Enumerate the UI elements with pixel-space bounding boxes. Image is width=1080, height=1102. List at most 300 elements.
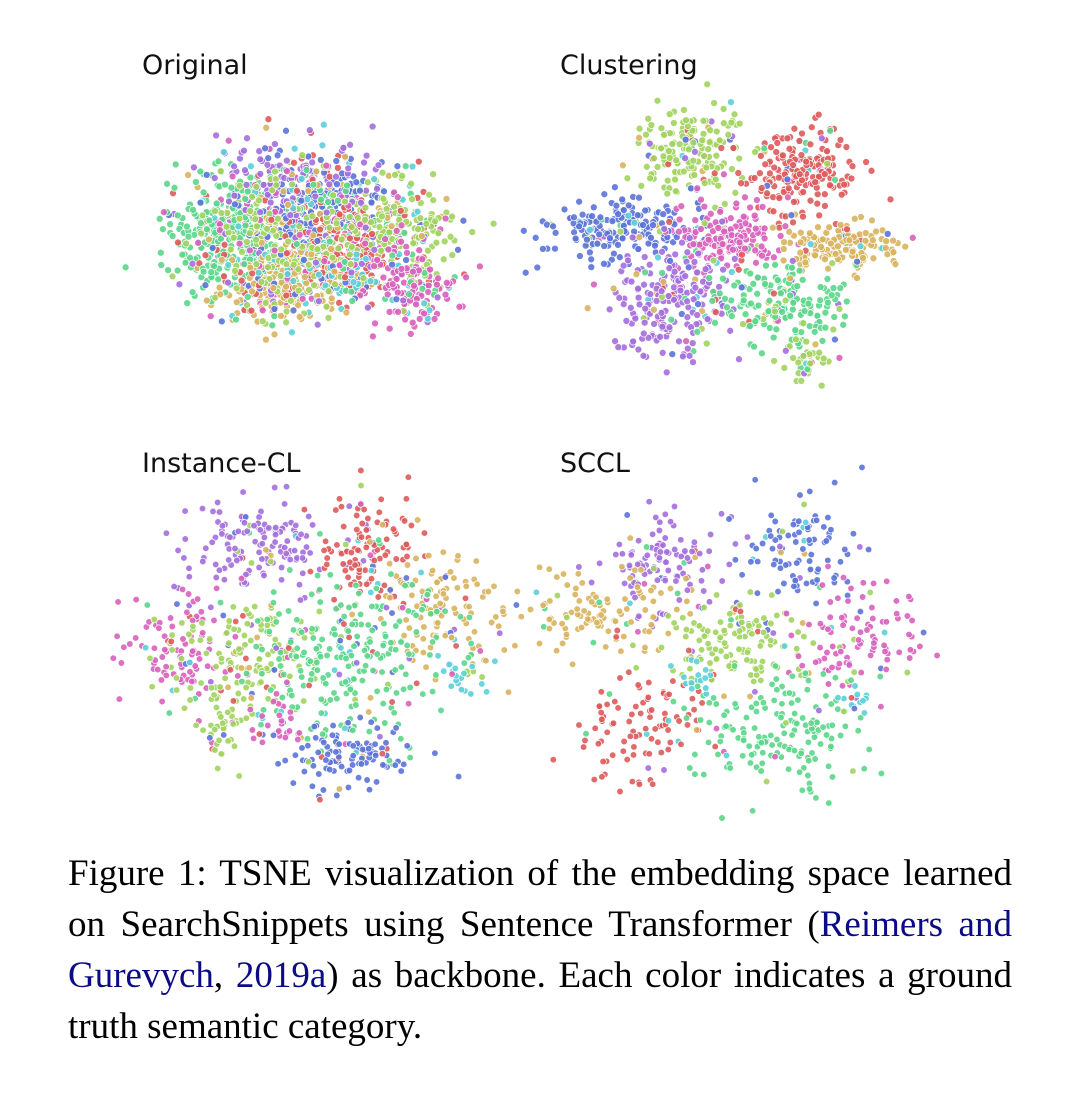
scatter-point (828, 526, 835, 533)
scatter-point (363, 581, 370, 588)
scatter-point (641, 254, 648, 261)
scatter-point (189, 648, 196, 655)
scatter-point (759, 540, 766, 547)
scatter-point (305, 513, 312, 520)
scatter-point (157, 249, 164, 256)
scatter-point (325, 288, 332, 295)
scatter-point (546, 625, 553, 632)
scatter-point (665, 727, 672, 734)
scatter-point (409, 163, 416, 170)
scatter-point (316, 608, 323, 615)
scatter-point (319, 636, 326, 643)
scatter-point (848, 175, 855, 182)
scatter-point (255, 269, 262, 276)
scatter-point (619, 196, 626, 203)
scatter-point (403, 575, 410, 582)
scatter-point (173, 687, 180, 694)
panel-title-original: Original (142, 50, 248, 81)
scatter-point (678, 537, 685, 544)
scatter-point (369, 603, 376, 610)
scatter-point (394, 194, 401, 201)
scatter-point (300, 570, 307, 577)
scatter-point (684, 587, 691, 594)
scatter-point (340, 561, 347, 568)
scatter-point (289, 181, 296, 188)
scatter-point (662, 535, 669, 542)
scatter-point (173, 675, 180, 682)
scatter-point (218, 751, 225, 758)
scatter-point (362, 224, 369, 231)
scatter-point (292, 752, 299, 759)
scatter-point (785, 185, 792, 192)
scatter-point (231, 626, 238, 633)
scatter-point (374, 651, 381, 658)
scatter-point (640, 352, 647, 359)
scatter-point (636, 134, 643, 141)
scatter-point (550, 756, 557, 763)
scatter-point (233, 285, 240, 292)
scatter-point (239, 678, 246, 685)
scatter-point (287, 673, 294, 680)
scatter-point (906, 631, 913, 638)
scatter-point (368, 567, 375, 574)
scatter-point (576, 564, 583, 571)
scatter-point (483, 657, 490, 664)
scatter-point (772, 518, 779, 525)
scatter-point (892, 261, 899, 268)
scatter-point (674, 606, 681, 613)
scatter-point (345, 784, 352, 791)
scatter-point (591, 776, 598, 783)
scatter-point (419, 256, 426, 263)
scatter-point (321, 547, 328, 554)
scatter-point (313, 168, 320, 175)
scatter-point (357, 199, 364, 206)
scatter-point (860, 580, 867, 587)
scatter-point (413, 301, 420, 308)
scatter-point (807, 566, 814, 573)
scatter-point (682, 273, 689, 280)
scatter-point (554, 592, 561, 599)
scatter-point (296, 223, 303, 230)
scatter-point (646, 140, 653, 147)
scatter-point (822, 309, 829, 316)
scatter-point (433, 593, 440, 600)
scatter-point (713, 152, 720, 159)
scatter-point (290, 627, 297, 634)
scatter-point (392, 646, 399, 653)
scatter-point (366, 786, 373, 793)
scatter-point (392, 762, 399, 769)
scatter-point (851, 669, 858, 676)
scatter-point (643, 544, 650, 551)
scatter-point (402, 316, 409, 323)
scatter-point (694, 312, 701, 319)
scatter-point (629, 778, 636, 785)
scatter-point (216, 737, 223, 744)
scatter-point (640, 595, 647, 602)
scatter-point (159, 698, 166, 705)
scatter-point (640, 222, 647, 229)
scatter-point (389, 699, 396, 706)
scatter-point (712, 309, 719, 316)
scatter-point (334, 164, 341, 171)
scatter-point (620, 748, 627, 755)
scatter-point (421, 310, 428, 317)
scatter-point (658, 145, 665, 152)
scatter-point (780, 246, 787, 253)
scatter-point (774, 612, 781, 619)
scatter-point (362, 662, 369, 669)
scatter-point (409, 582, 416, 589)
scatter-point (183, 223, 190, 230)
scatter-point (917, 643, 924, 650)
scatter-point (716, 283, 723, 290)
scatter-point (616, 608, 623, 615)
scatter-point (546, 616, 553, 623)
scatter-point (290, 307, 297, 314)
scatter-point (719, 241, 726, 248)
scatter-point (258, 721, 265, 728)
scatter-point (371, 176, 378, 183)
scatter-point (243, 606, 250, 613)
scatter-point (824, 299, 831, 306)
scatter-point (692, 217, 699, 224)
panel-title-sccl: SCCL (560, 448, 630, 479)
scatter-point (334, 695, 341, 702)
scatter-point (203, 171, 210, 178)
scatter-point (259, 739, 266, 746)
scatter-point (321, 258, 328, 265)
scatter-point (364, 653, 371, 660)
scatter-point (680, 107, 687, 114)
scatter-point (564, 582, 571, 589)
scatter-point (167, 615, 174, 622)
scatter-point (835, 595, 842, 602)
scatter-point (658, 590, 665, 597)
scatter-point (451, 575, 458, 582)
scatter-point (752, 247, 759, 254)
scatter-point (808, 551, 815, 558)
scatter-point (259, 670, 266, 677)
scatter-point (661, 225, 668, 232)
scatter-point (594, 619, 601, 626)
scatter-point (706, 139, 713, 146)
scatter-point (791, 125, 798, 132)
scatter-point (387, 594, 394, 601)
scatter-point (404, 249, 411, 256)
scatter-point (700, 117, 707, 124)
scatter-point (415, 158, 422, 165)
scatter-point (738, 180, 745, 187)
scatter-point (266, 525, 273, 532)
scatter-point (142, 644, 149, 651)
scatter-point (777, 543, 784, 550)
scatter-point (416, 247, 423, 254)
scatter-point (268, 216, 275, 223)
scatter-point (351, 676, 358, 683)
scatter-point (469, 663, 476, 670)
scatter-point (174, 601, 181, 608)
scatter-point (299, 555, 306, 562)
scatter-point (404, 743, 411, 750)
scatter-point (701, 153, 708, 160)
scatter-point (331, 268, 338, 275)
scatter-point (208, 604, 215, 611)
scatter-point (785, 532, 792, 539)
scatter-point (625, 212, 632, 219)
scatter-point (771, 308, 778, 315)
scatter-point (402, 163, 409, 170)
scatter-point (246, 230, 253, 237)
scatter-point (711, 170, 718, 177)
scatter-point (426, 552, 433, 559)
scatter-point (690, 359, 697, 366)
scatter-point (882, 245, 889, 252)
scatter-point (706, 548, 713, 555)
scatter-point (455, 553, 462, 560)
scatter-point (308, 251, 315, 258)
scatter-point (759, 252, 766, 259)
scatter-point (790, 162, 797, 169)
scatter-point (236, 240, 243, 247)
scatter-point (837, 559, 844, 566)
scatter-point (384, 291, 391, 298)
scatter-point (326, 181, 333, 188)
scatter-point (243, 181, 250, 188)
scatter-point (234, 557, 241, 564)
scatter-point (721, 640, 728, 647)
scatter-point (883, 666, 890, 673)
scatter-point (789, 306, 796, 313)
scatter-point (333, 749, 340, 756)
scatter-point (209, 244, 216, 251)
scatter-point (492, 658, 499, 665)
scatter-point (774, 277, 781, 284)
scatter-point (661, 767, 668, 774)
scatter-point (331, 596, 338, 603)
scatter-point (857, 608, 864, 615)
scatter-point (812, 341, 819, 348)
scatter-point (647, 291, 654, 298)
scatter-point (893, 610, 900, 617)
scatter-point (278, 246, 285, 253)
scatter-point (855, 637, 862, 644)
scatter-point (248, 307, 255, 314)
scatter-point (219, 523, 226, 530)
scatter-point (645, 115, 652, 122)
scatter-point (225, 709, 232, 716)
scatter-point (406, 651, 413, 658)
scatter-point (665, 567, 672, 574)
scatter-point (338, 602, 345, 609)
scatter-point (144, 602, 151, 609)
scatter-point (658, 749, 665, 756)
scatter-point (440, 668, 447, 675)
scatter-point (704, 316, 711, 323)
scatter-point (673, 578, 680, 585)
scatter-point (342, 679, 349, 686)
scatter-point (299, 152, 306, 159)
scatter-point (789, 257, 796, 264)
scatter-point (642, 305, 649, 312)
scatter-point (240, 696, 247, 703)
scatter-point (767, 533, 774, 540)
scatter-point (770, 290, 777, 297)
scatter-point (468, 691, 475, 698)
scatter-point (379, 750, 386, 757)
scatter-point (156, 625, 163, 632)
scatter-point (401, 518, 408, 525)
scatter-point (720, 171, 727, 178)
scatter-point (818, 135, 825, 142)
scatter-point (338, 503, 345, 510)
scatter-point (650, 598, 657, 605)
scatter-point (766, 170, 773, 177)
scatter-point (315, 271, 322, 278)
scatter-point (223, 223, 230, 230)
scatter-point (840, 574, 847, 581)
scatter-point (350, 752, 357, 759)
scatter-point (863, 159, 870, 166)
scatter-point (934, 652, 941, 659)
scatter-point (432, 218, 439, 225)
scatter-point (336, 211, 343, 218)
scatter-point (394, 163, 401, 170)
scatter-point (265, 722, 272, 729)
scatter-point (287, 212, 294, 219)
scatter-point (460, 217, 467, 224)
scatter-point (615, 211, 622, 218)
scatter-point (271, 247, 278, 254)
scatter-point (203, 650, 210, 657)
scatter-point (257, 156, 264, 163)
scatter-point (689, 340, 696, 347)
scatter-point (213, 585, 220, 592)
scatter-point (727, 99, 734, 106)
scatter-point (806, 621, 813, 628)
scatter-point (370, 667, 377, 674)
scatter-point (317, 653, 324, 660)
scatter-point (624, 606, 631, 613)
scatter-point (611, 184, 618, 191)
scatter-point (298, 629, 305, 636)
scatter-point (454, 585, 461, 592)
scatter-point (784, 135, 791, 142)
scatter-point (788, 212, 795, 219)
scatter-point (271, 168, 278, 175)
scatter-point (837, 285, 844, 292)
scatter-point (662, 511, 669, 518)
scatter-point (733, 200, 740, 207)
scatter-point (217, 599, 224, 606)
scatter-point (320, 121, 327, 128)
scatter-point (479, 674, 486, 681)
scatter-point (386, 308, 393, 315)
scatter-point (243, 715, 250, 722)
scatter-point (293, 241, 300, 248)
scatter-point (270, 698, 277, 705)
scatter-point (704, 628, 711, 635)
scatter-point (389, 610, 396, 617)
scatter-point (248, 695, 255, 702)
scatter-point (455, 246, 462, 253)
scatter-point (115, 599, 122, 606)
scatter-point (624, 756, 631, 763)
scatter-point (299, 745, 306, 752)
scatter-point (448, 634, 455, 641)
scatter-point (225, 137, 232, 144)
scatter-point (197, 637, 204, 644)
scatter-point (732, 557, 739, 564)
scatter-point (357, 714, 364, 721)
scatter-point (389, 261, 396, 268)
scatter-point (588, 599, 595, 606)
scatter-point (298, 674, 305, 681)
scatter-point (236, 773, 243, 780)
scatter-point (780, 257, 787, 264)
scatter-point (249, 288, 256, 295)
scatter-point (243, 239, 250, 246)
scatter-point (305, 759, 312, 766)
scatter-point (849, 248, 856, 255)
scatter-point (379, 213, 386, 220)
scatter-point (271, 141, 278, 148)
scatter-point (232, 634, 239, 641)
scatter-point (338, 763, 345, 770)
scatter-point (216, 509, 223, 516)
scatter-point (802, 259, 809, 266)
scatter-point (871, 640, 878, 647)
scatter-point (336, 496, 343, 503)
scatter-point (290, 278, 297, 285)
scatter-point (469, 229, 476, 236)
scatter-point (271, 331, 278, 338)
scatter-point (297, 597, 304, 604)
scatter-point (463, 274, 470, 281)
scatter-point (629, 234, 636, 241)
scatter-point (831, 479, 838, 486)
scatter-point (693, 727, 700, 734)
scatter-point (368, 199, 375, 206)
scatter-point (798, 377, 805, 384)
scatter-point (314, 572, 321, 579)
scatter-point (165, 267, 172, 274)
scatter-point (671, 268, 678, 275)
scatter-point (822, 256, 829, 263)
scatter-point (393, 690, 400, 697)
scatter-point (178, 648, 185, 655)
scatter-point (799, 620, 806, 627)
scatter-point (770, 208, 777, 215)
scatter-point (276, 728, 283, 735)
scatter-point (666, 218, 673, 225)
scatter-point (585, 616, 592, 623)
scatter-point (391, 203, 398, 210)
scatter-point (330, 722, 337, 729)
scatter-point (311, 282, 318, 289)
scatter-point (825, 514, 832, 521)
scatter-point (665, 293, 672, 300)
scatter-point (751, 175, 758, 182)
scatter-point (770, 194, 777, 201)
scatter-point (665, 746, 672, 753)
scatter-point (754, 290, 761, 297)
scatter-point (817, 297, 824, 304)
scatter-point (601, 191, 608, 198)
scatter-point (536, 640, 543, 647)
scatter-point (231, 192, 238, 199)
